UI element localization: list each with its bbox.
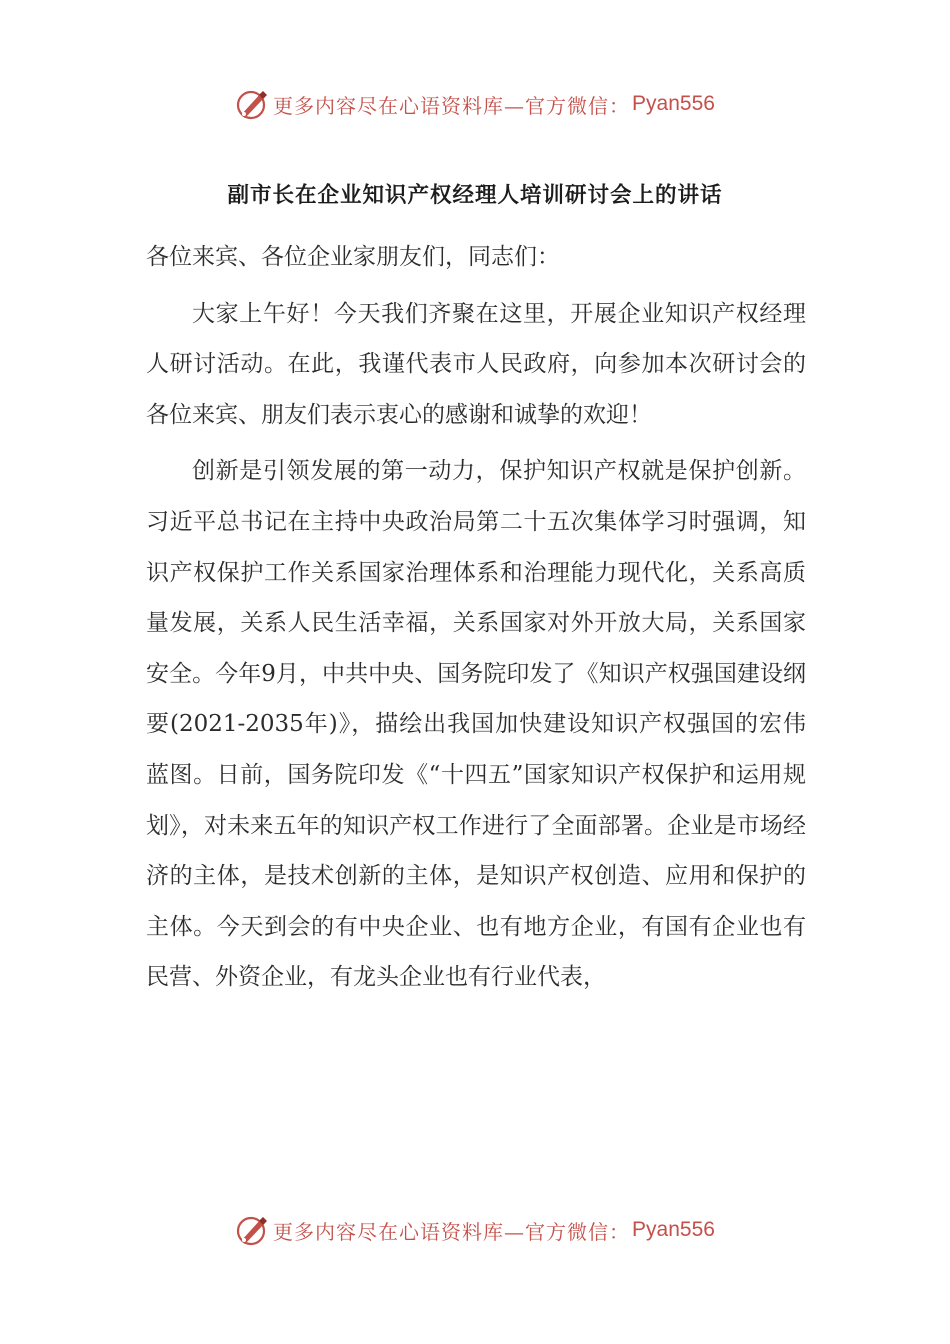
paragraph: 大家上午好！今天我们齐聚在这里，开展企业知识产权经理人研讨活动。在此，我谨代表市人民政府，向参加本次研讨会的各位来宾、朋友们表示衷心的感谢和诚挚的欢迎！ xyxy=(146,300,806,428)
greeting: 各位来宾、各位企业家朋友们，同志们： xyxy=(146,244,560,270)
document-title: 副市长在企业知识产权经理人培训研讨会上的讲话 xyxy=(227,183,723,208)
header-banner-id: Pyan556 xyxy=(632,92,715,115)
header-banner-text: 更多内容尽在心语资料库—官方微信： xyxy=(273,93,631,118)
footer-banner-text: 更多内容尽在心语资料库—官方微信： xyxy=(273,1219,631,1244)
footer-banner-id: Pyan556 xyxy=(632,1218,715,1241)
pen-logo-icon xyxy=(235,1213,269,1247)
header-banner xyxy=(0,84,950,124)
paragraph: 创新是引领发展的第一动力，保护知识产权就是保护创新。习近平总书记在主持中央政治局第二十五次集体学习时强调，知识产权保护工作关系国家治理体系和治理能力现代化，关系高质量发展，关系人民生活幸福，关系国家对外开放大局，关系国家安全。今年9月，中共中央、国务院印发了《知识产权强国建设纲要(2021-2035年)》，描绘出我国加快建设知识产权强国的宏伟蓝图。日前，国务院印发《“十四五”国家知识产权保护和运用规划》，对未来五年的知识产权工作进行了全面部署。企业是市场经济的主体，是技术创新的主体，是知识产权创造、应用和保护的主体。今天到会的有中央企业、也有地方企业，有国有企业也有民营、外资企业，有龙头企业也有行业代表， xyxy=(146,458,806,991)
document-body xyxy=(146,232,806,1003)
pen-logo-icon xyxy=(235,87,269,121)
footer-banner xyxy=(0,1210,950,1250)
